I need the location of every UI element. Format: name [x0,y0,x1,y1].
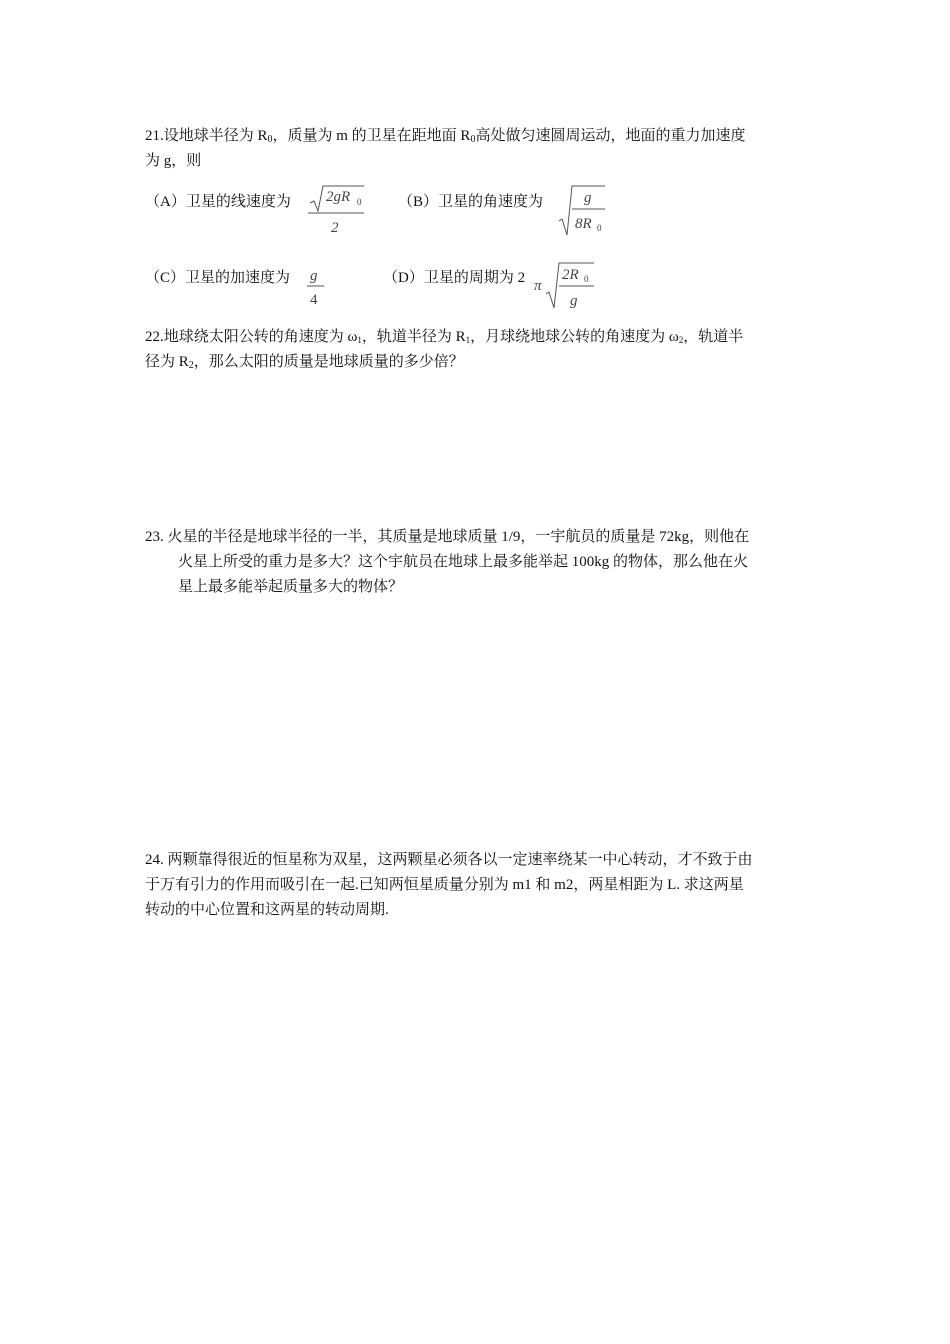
option-d-numerator: 2R [562,267,579,283]
option-a-denominator: 2 [331,220,339,236]
option-d-denominator: g [570,293,578,309]
option-a-numerator: 2gR [326,189,351,205]
option-c-numerator: g [310,268,318,284]
svg-text:0: 0 [357,197,362,207]
pi-symbol: π [534,278,542,294]
option-d-formula [532,260,600,312]
svg-text:0: 0 [584,274,589,284]
question-22-stem: 22.地球绕太阳公转的角速度为 $\omega_1$，轨道半径为 $R_1$，月球绕地球公转的角速度为 $\omega_2$，轨道半 径为 $R_2$，那么太阳的质量是地球质量的多少倍？ [145,329,744,371]
option-d-label: （D）卫星的周期为 2 [383,270,526,286]
question-24-stem: 24. 两颗靠得很近的恒星称为双星，这两颗星必须各以一定速率绕某一中心转动，才不致于由 于万有引力的作用而吸引在一起.已知两恒星质量分别为 m1 和 m2，两星相距为 L. 求这两星 转动的中心位置和这两星的转动周期. [145,852,753,918]
option-b-denominator: 8R [575,216,592,232]
question-21-number: 21. [145,128,164,144]
option-b-label: （B）卫星的角速度为 [398,194,544,210]
question-21-stem: 21.设地球半径为 $R_0$，质量为 m 的卫星在距地面 $R_0$高处做匀速圆周运动，地面的重力加速度 为 g，则 [145,128,746,169]
option-b-numerator: g [584,190,592,206]
option-c-formula [304,262,328,310]
option-a-formula [308,183,368,239]
option-c-denominator: 4 [310,292,318,308]
svg-text:0: 0 [597,223,602,233]
option-a-label: （A）卫星的线速度为 [145,194,291,210]
option-c-label: （C）卫星的加速度为 [145,270,291,286]
option-b-formula [557,183,609,239]
question-22-number: 22. [145,329,164,345]
question-23-stem: 23. 火星的半径是地球半径的一半，其质量是地球质量 1/9，一宇航员的质量是 72kg，则他在 火星上所受的重力是多大？这个宇航员在地球上最多能举起 100kg 的物体，那么他在火 星上最多能举起质量多大的物体？ [145,529,750,595]
